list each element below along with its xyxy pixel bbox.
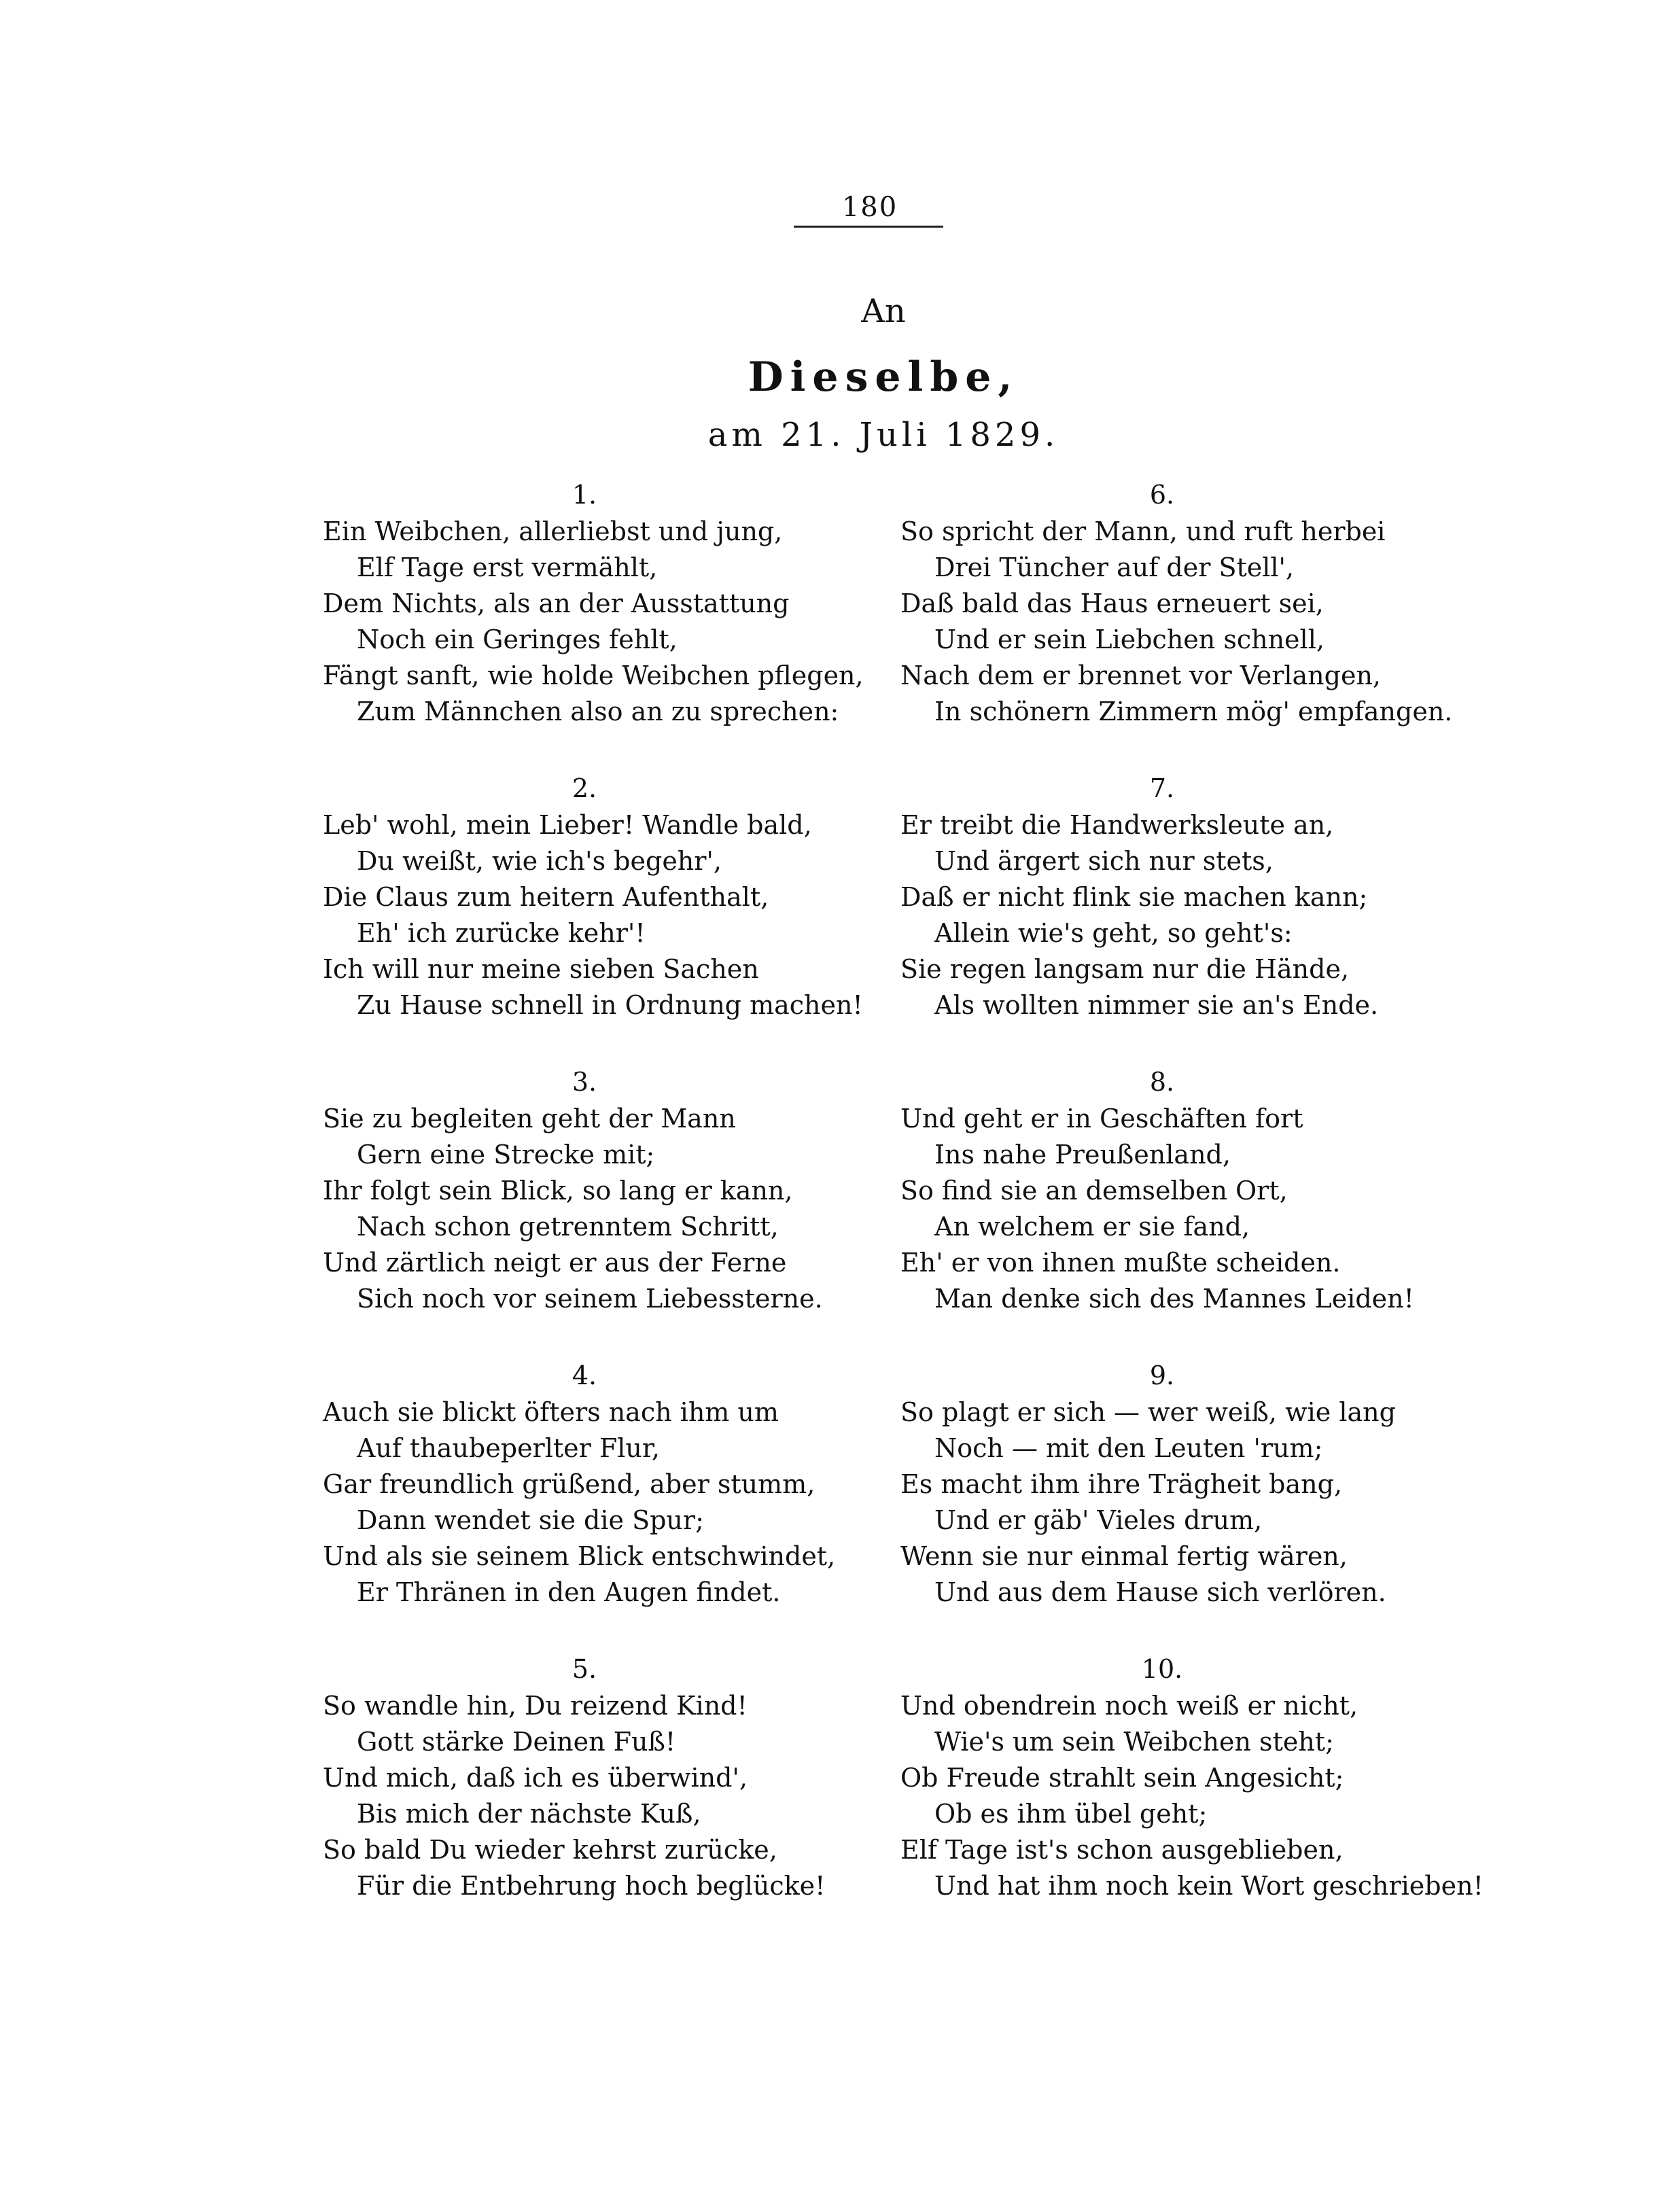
verse-line: So find sie an demselben Ort, [900,1176,1288,1206]
verse-line: Zu Hause schnell in Ordnung machen! [357,990,863,1020]
poem-date: am 21. Juli 1829. [707,416,1059,454]
verse-line: An welchem er sie fand, [934,1212,1250,1242]
verse-line: Sie zu begleiten geht der Mann [323,1104,736,1134]
stanza-number: 4. [572,1360,597,1390]
verse-line: Und hat ihm noch kein Wort geschrieben! [934,1871,1484,1901]
verse-line: Nach dem er brennet vor Verlangen, [900,661,1382,690]
stanza-number: 9. [1149,1360,1175,1390]
verse-line: Die Claus zum heitern Aufenthalt, [323,882,769,912]
verse-line: So wandle hin, Du reizend Kind! [323,1691,748,1721]
verse-line: Daß er nicht flink sie machen kann; [900,882,1368,912]
verse-line: Dem Nichts, als an der Ausstattung [323,589,790,618]
stanza [900,1650,1498,1944]
verse-line: Er treibt die Handwerksleute an, [900,810,1334,840]
verse-line: Es macht ihm ihre Trägheit bang, [900,1469,1343,1499]
verse-line: Ihr folgt sein Blick, so lang er kann, [323,1176,793,1206]
verse-line: Ich will nur meine sieben Sachen [323,954,759,984]
verse-line: Und geht er in Geschäften fort [900,1104,1303,1134]
stanza-number: 10. [1141,1654,1183,1684]
verse-line: Gern eine Strecke mit; [357,1140,655,1170]
verse-line: So plagt er sich — wer weiß, wie lang [900,1397,1396,1427]
verse-line: Elf Tage ist's schon ausgeblieben, [900,1835,1344,1865]
verse-line: Man denke sich des Mannes Leiden! [934,1284,1414,1314]
verse-line: Gar freundlich grüßend, aber stumm, [323,1469,815,1499]
verse-line: So spricht der Mann, und ruft herbei [900,516,1386,546]
page-number: 180 [841,192,898,223]
verse-line: Fängt sanft, wie holde Weibchen pflegen, [323,661,864,690]
verse-line: Elf Tage erst vermählt, [357,552,658,582]
verse-line: Eh' er von ihnen mußte scheiden. [900,1248,1341,1278]
verse-line: Eh' ich zurücke kehr'! [357,918,646,948]
stanza-number: 5. [572,1654,597,1684]
stanza-number: 2. [572,773,597,803]
page-number-rule [794,226,943,228]
stanza [323,476,921,769]
verse-line: Und ärgert sich nur stets, [934,846,1274,876]
stanza-number: 7. [1149,773,1175,803]
verse-line: Du weißt, wie ich's begehr', [357,846,722,876]
verse-line: Als wollten nimmer sie an's Ende. [934,990,1379,1020]
stanza [900,1063,1498,1356]
verse-line: Ein Weibchen, allerliebst und jung, [323,516,783,546]
stanza-number: 8. [1149,1067,1175,1097]
verse-line: Auf thaubeperlter Flur, [357,1433,660,1463]
verse-line: Leb' wohl, mein Lieber! Wandle bald, [323,810,812,840]
stanza [323,1063,921,1356]
verse-line: Allein wie's geht, so geht's: [934,918,1293,948]
verse-line: Er Thränen in den Augen findet. [357,1577,781,1607]
verse-line: Ob Freude strahlt sein Angesicht; [900,1763,1344,1793]
verse-line: Zum Männchen also an zu sprechen: [357,697,839,726]
stanza [323,1650,921,1944]
verse-line: Auch sie blickt öfters nach ihm um [323,1397,779,1427]
verse-line: Daß bald das Haus erneuert sei, [900,589,1324,618]
verse-line: Ins nahe Preußenland, [934,1140,1231,1170]
verse-line: Für die Entbehrung hoch beglücke! [357,1871,826,1901]
verse-line: Und er sein Liebchen schnell, [934,625,1324,654]
stanza [900,769,1498,1063]
stanza-number: 1. [572,480,597,510]
verse-line: Wenn sie nur einmal fertig wären, [900,1541,1348,1571]
poem-heading-dedication: An [861,292,906,330]
verse-line: Noch — mit den Leuten 'rum; [934,1433,1323,1463]
verse-line: Und aus dem Hause sich verlören. [934,1577,1386,1607]
stanza [323,769,921,1063]
verse-line: Drei Tüncher auf der Stell', [934,552,1295,582]
verse-line: So bald Du wieder kehrst zurücke, [323,1835,777,1865]
stanza [900,1356,1498,1650]
verse-line: Dann wendet sie die Spur; [357,1505,704,1535]
verse-line: Und mich, daß ich es überwind', [323,1763,748,1793]
verse-line: Und zärtlich neigt er aus der Ferne [323,1248,787,1278]
right-column [900,476,1498,1944]
verse-line: Gott stärke Deinen Fuß! [357,1727,676,1757]
stanza [900,476,1498,769]
verse-line: Sich noch vor seinem Liebessterne. [357,1284,823,1314]
verse-line: Wie's um sein Weibchen steht; [934,1727,1334,1757]
verse-line: Sie regen langsam nur die Hände, [900,954,1350,984]
verse-line: Ob es ihm übel geht; [934,1799,1208,1829]
verse-line: Nach schon getrenntem Schritt, [357,1212,779,1242]
verse-line: Und als sie seinem Blick entschwindet, [323,1541,836,1571]
stanza-number: 3. [572,1067,597,1097]
stanza-number: 6. [1149,480,1175,510]
verse-line: Und er gäb' Vieles drum, [934,1505,1263,1535]
verse-line: Noch ein Geringes fehlt, [357,625,678,654]
left-column [323,476,921,1944]
verse-line: Und obendrein noch weiß er nicht, [900,1691,1358,1721]
verse-line: Bis mich der nächste Kuß, [357,1799,701,1829]
verse-line: In schönern Zimmern mög' empfangen. [934,697,1453,726]
poem-title: Dieselbe, [748,353,1019,401]
stanza [323,1356,921,1650]
